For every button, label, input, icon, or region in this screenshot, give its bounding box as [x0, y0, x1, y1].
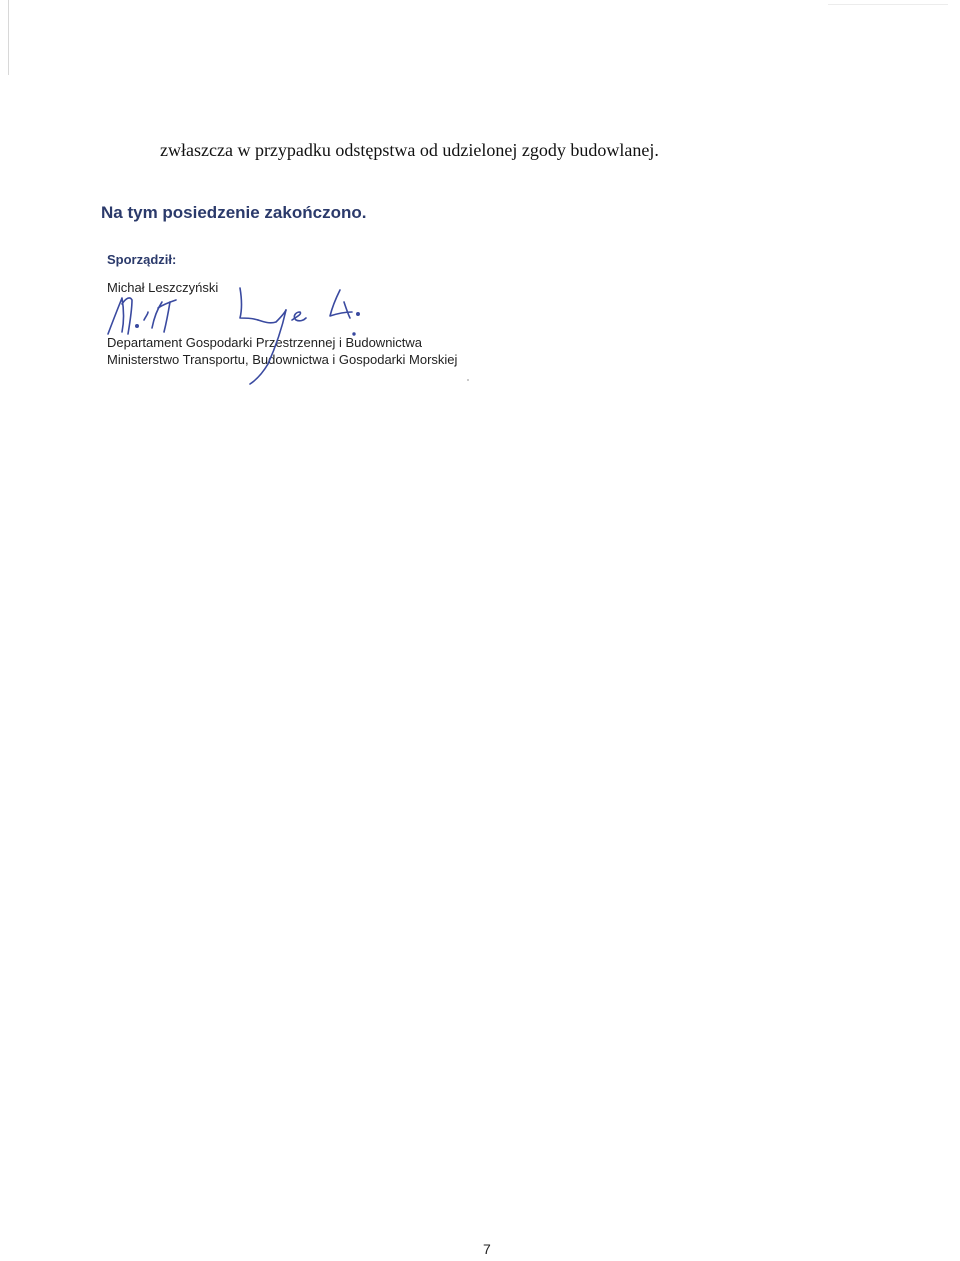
page-number: 7	[483, 1241, 491, 1257]
scan-edge-line	[8, 0, 9, 75]
body-text-line: zwłaszcza w przypadku odstępstwa od udzielonej zgody budowlanej.	[160, 140, 659, 160]
author-name: Michał Leszczyński	[107, 280, 219, 295]
scan-top-line	[828, 4, 948, 5]
prepared-by-label: Sporządził:	[107, 252, 177, 267]
scan-speck	[467, 379, 469, 381]
ministry-name: Ministerstwo Transportu, Budownictwa i Gospodarki Morskiej	[107, 352, 458, 367]
department-name: Departament Gospodarki Przestrzennej i Budownictwa	[107, 335, 423, 350]
closing-statement: Na tym posiedzenie zakończono.	[101, 203, 367, 222]
